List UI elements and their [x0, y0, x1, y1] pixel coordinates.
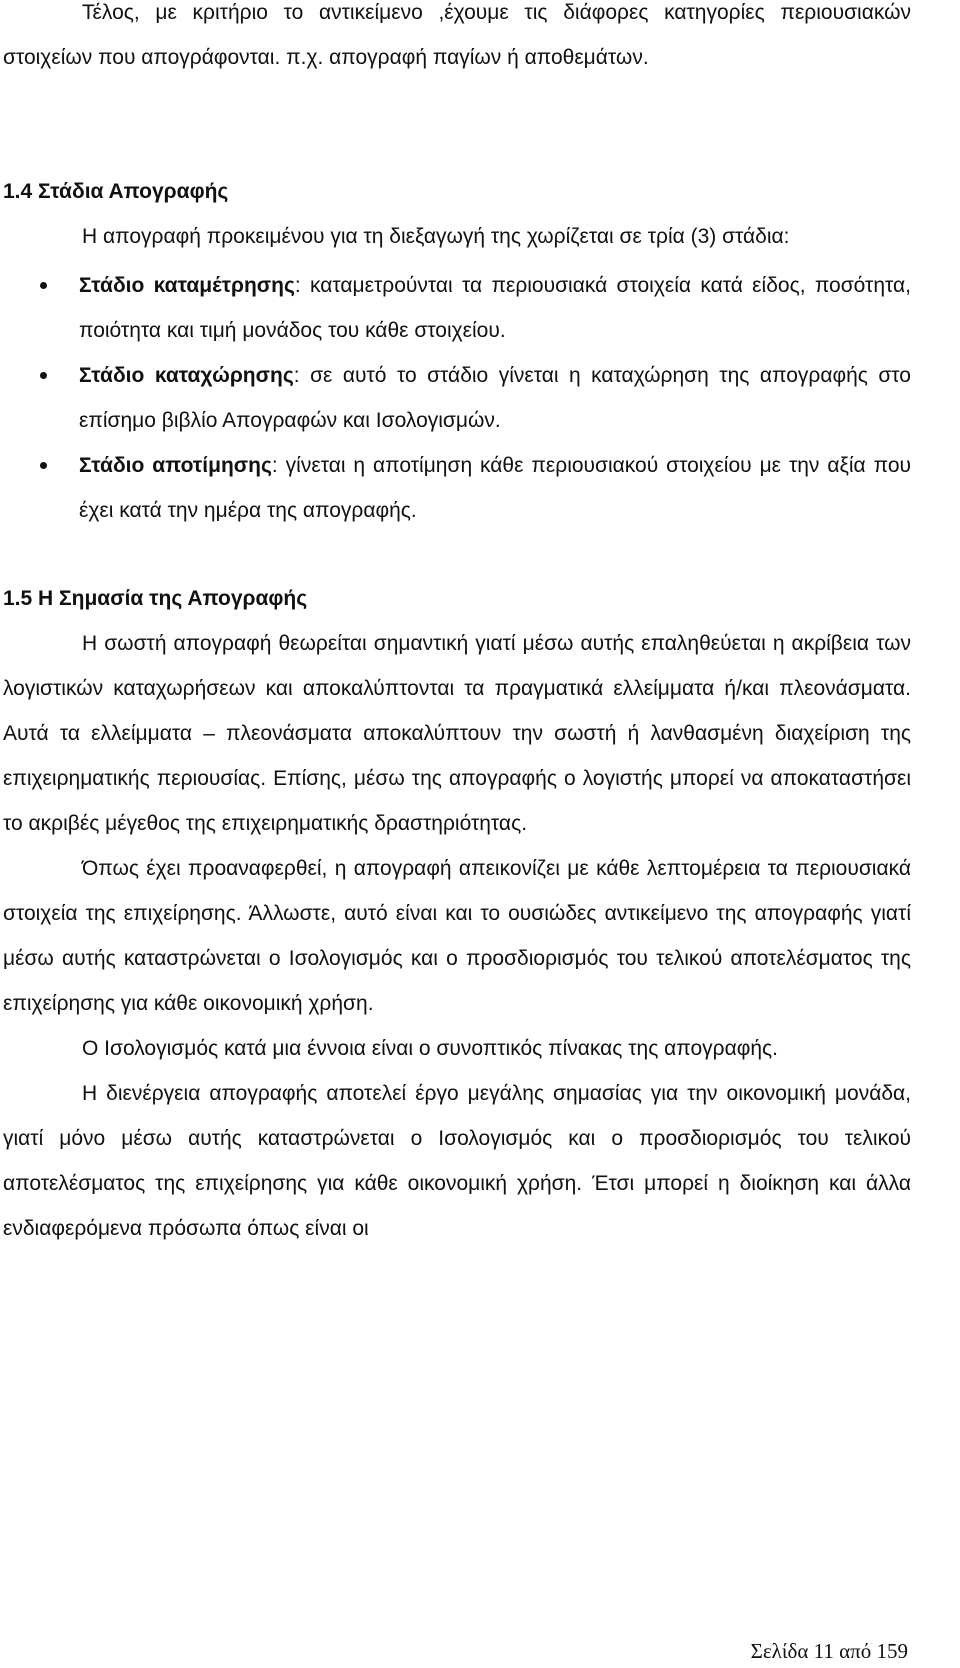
stage-term: Στάδιο καταχώρησης: [79, 364, 294, 387]
stage-text: : καταμετρούνται τα περιουσιακά στοιχεία κατά είδος, ποσότητα, ποιότητα και τιμή μονάδος του κάθε στοιχείου.: [79, 274, 911, 342]
bullet-icon: [40, 462, 47, 469]
section-1-5-paragraph-4: Η διενέργεια απογραφής αποτελεί έργο μεγάλης σημασίας για την οικονομική μονάδα, γιατί μόνο μέσω αυτής καταστρώνεται ο Ισολογισμός και ο προσδιορισμός του τελικού αποτελέσματος της επιχείρησης για κάθε οικονομική χρήση. Έτσι μπορεί η διοίκηση και άλλα ενδιαφερόμενα πρόσωπα όπως είναι οι: [3, 1082, 911, 1240]
stage-text: : σε αυτό το στάδιο γίνεται η καταχώρηση της απογραφής στο επίσημο βιβλίο Απογραφών και Ισολογισμών.: [79, 364, 911, 432]
bullet-icon: [40, 282, 47, 289]
list-item: [3, 353, 911, 443]
bullet-icon: [40, 372, 47, 379]
section-heading-1-5: 1.5 Η Σημασία της Απογραφής: [3, 587, 308, 610]
page-number: Σελίδα 11 από 159: [750, 1639, 908, 1663]
stage-text: : γίνεται η αποτίμηση κάθε περιουσιακού στοιχείου με την αξία που έχει κατά την ημέρα της απογραφής.: [79, 454, 911, 522]
list-item: [3, 263, 911, 353]
section-1-4-intro: Η απογραφή προκειμένου για τη διεξαγωγή της χωρίζεται σε τρία (3) στάδια:: [82, 225, 790, 248]
stage-term: Στάδιο αποτίμησης: [79, 454, 272, 477]
section-1-5-paragraph-3: Ο Ισολογισμός κατά μια έννοια είναι ο συνοπτικός πίνακας της απογραφής.: [82, 1037, 778, 1060]
section-1-5-paragraph-2: Όπως έχει προαναφερθεί, η απογραφή απεικονίζει με κάθε λεπτομέρεια τα περιουσιακά στοιχεία της επιχείρησης. Άλλωστε, αυτό είναι και το ουσιώδες αντικείμενο της απογραφής γιατί μέσω αυτής καταστρώνεται ο Ισολογισμός και ο προσδιορισμός του τελικού αποτελέσματος της επιχείρησης για κάθε οικονομική χρήση.: [3, 857, 911, 1015]
section-1-5-paragraph-1: Η σωστή απογραφή θεωρείται σημαντική γιατί μέσω αυτής επαληθεύεται η ακρίβεια των λογιστικών καταχωρήσεων και αποκαλύπτονται τα πραγματικά ελλείμματα ή/και πλεονάσματα. Αυτά τα ελλείμματα – πλεονάσματα αποκαλύπτουν την σωστή ή λανθασμένη διαχείριση της επιχειρηματικής περιουσίας. Επίσης, μέσω της απογραφής ο λογιστής μπορεί να αποκαταστήσει το ακριβές μέγεθος της επιχειρηματικής δραστηριότητας.: [3, 632, 911, 835]
list-item: [3, 443, 911, 533]
stage-term: Στάδιο καταμέτρησης: [79, 274, 295, 297]
section-heading-1-4: 1.4 Στάδια Απογραφής: [3, 180, 229, 203]
stages-list: [3, 263, 911, 533]
intro-paragraph: Τέλος, με κριτήριο το αντικείμενο ,έχουμε τις διάφορες κατηγορίες περιουσιακών στοιχείων που απογράφονται. π.χ. απογραφή παγίων ή αποθεμάτων.: [3, 1, 911, 69]
